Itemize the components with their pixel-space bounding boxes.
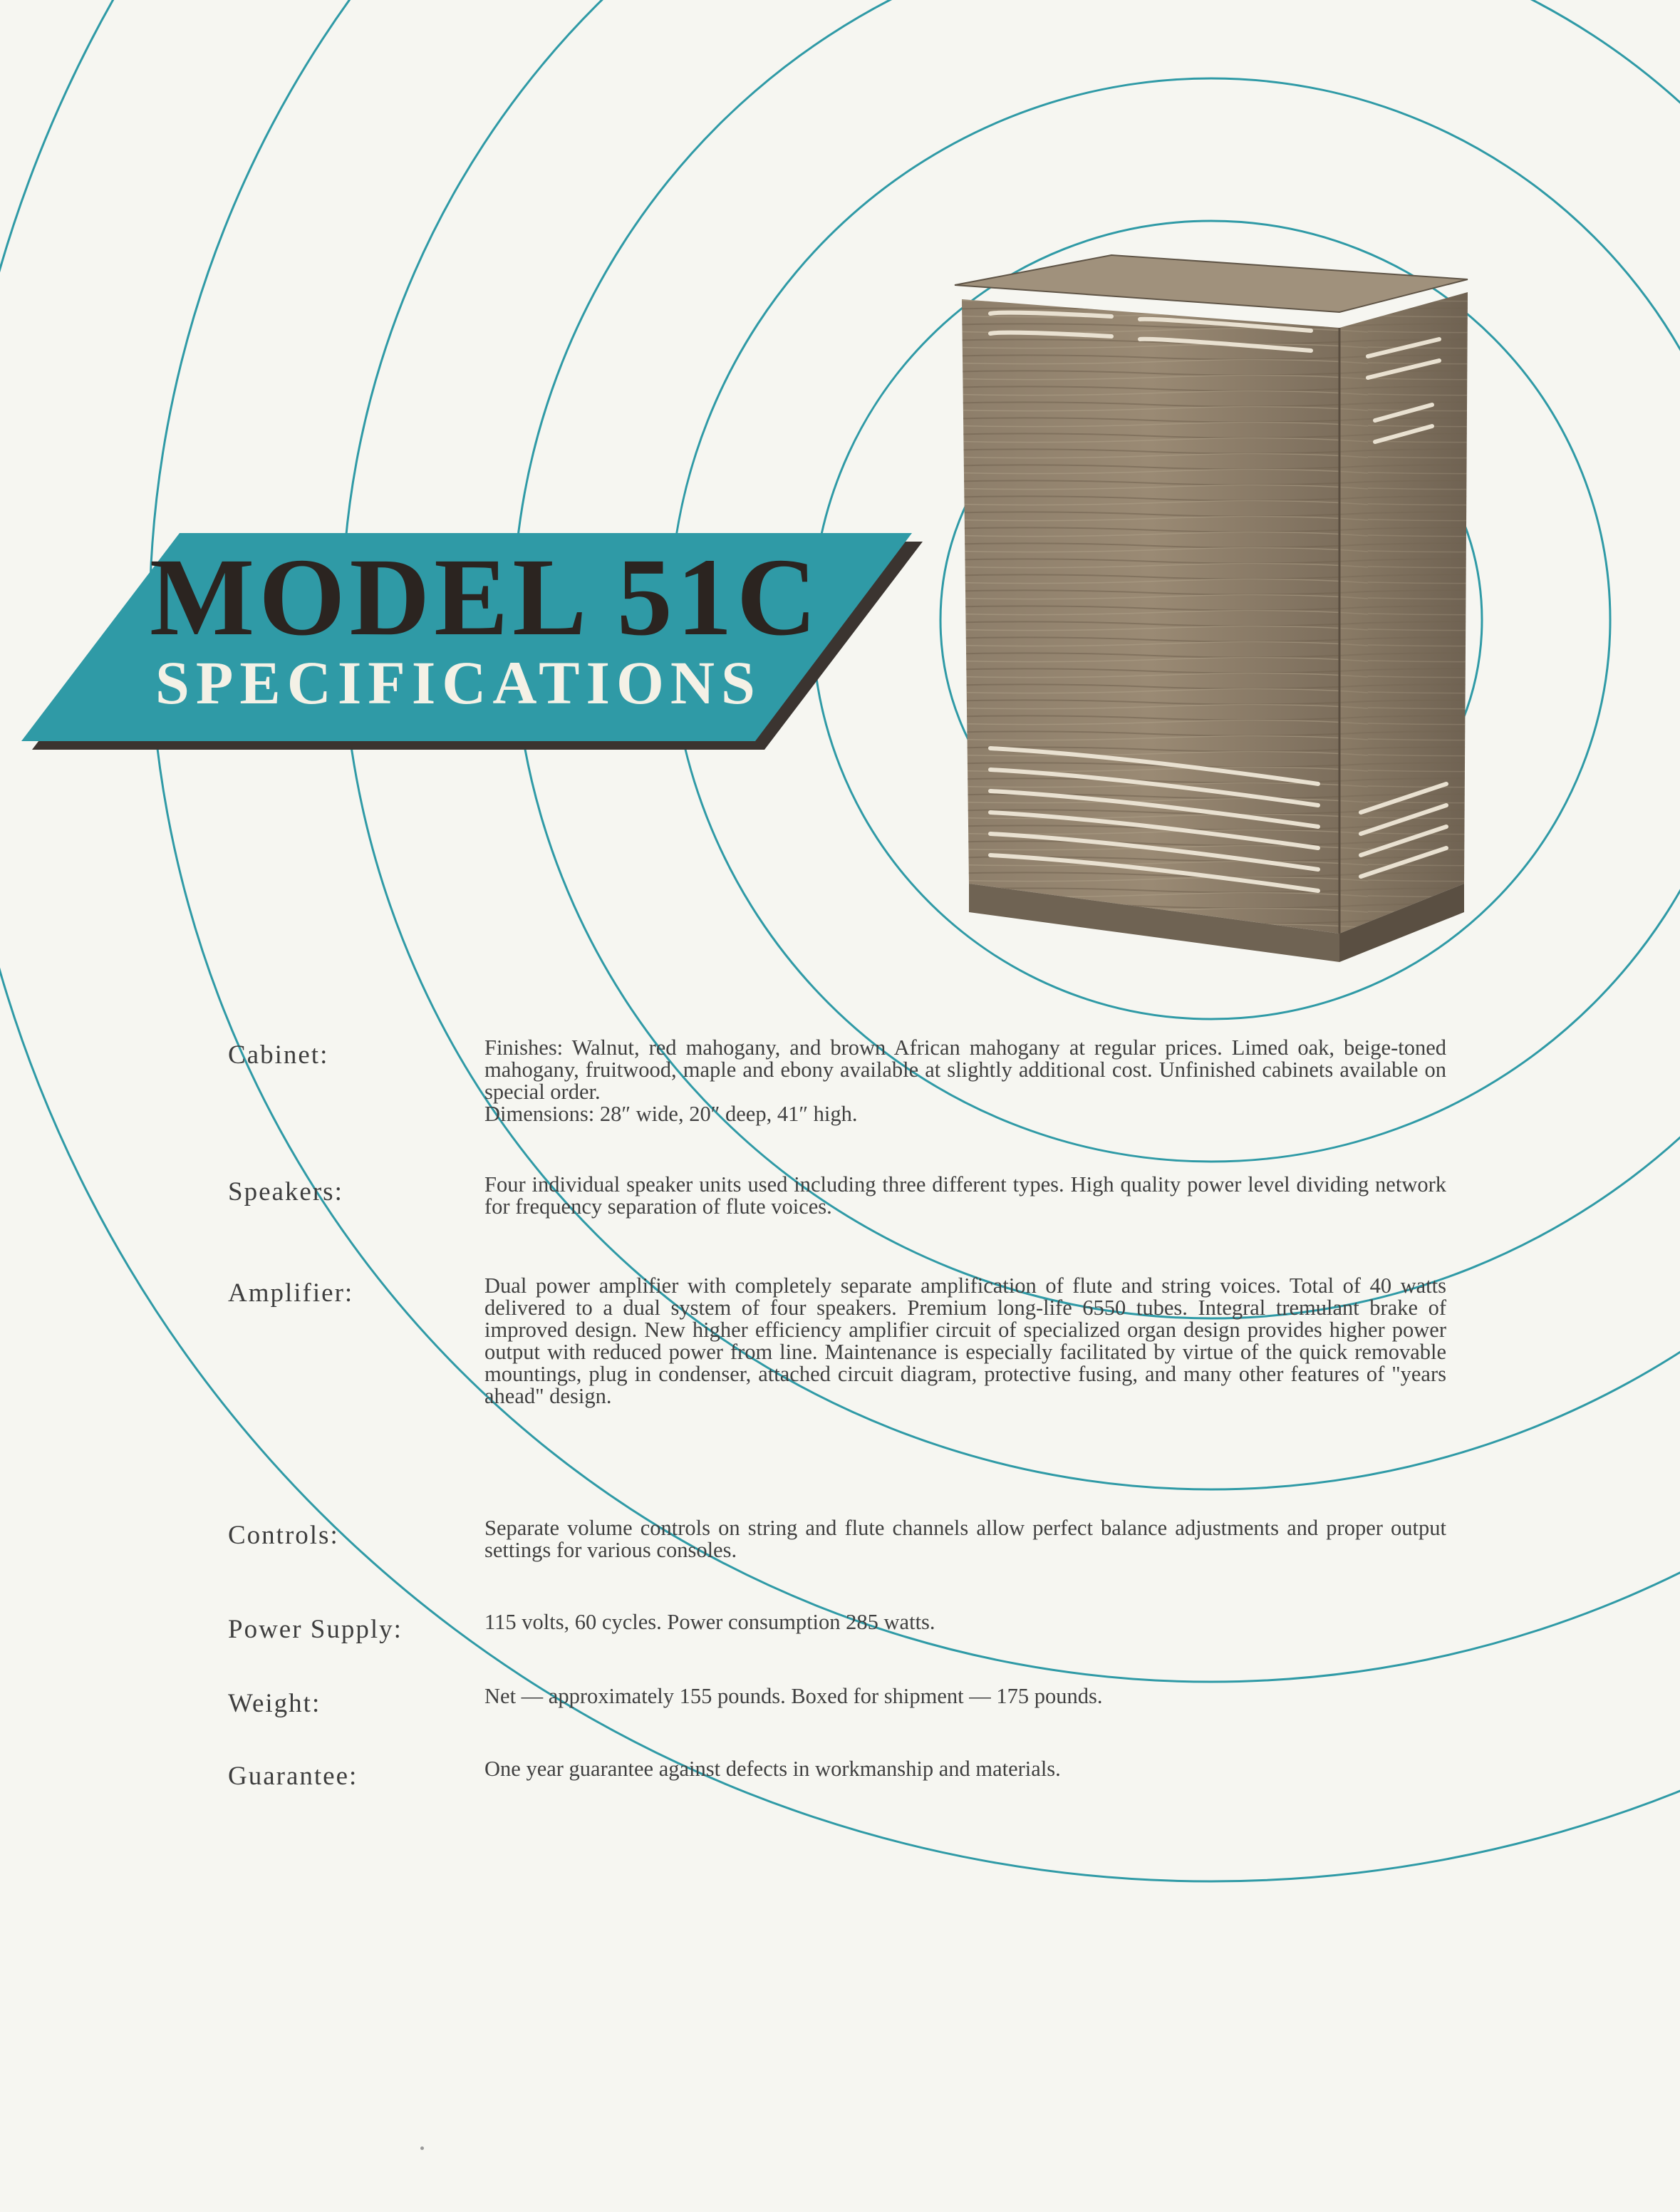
spec-line: Finishes: Walnut, red mahogany, and brown African mahogany at regular prices. Limed oak, beige-toned mahogany, fruitwood, maple and ebony available at slightly additional cost. Unfinished cabinets available on special order. [484, 1035, 1446, 1104]
spec-text-controls [484, 1517, 1446, 1561]
page-subtitle: SPECIFICATIONS [155, 648, 762, 717]
spec-line: Dimensions: 28″ wide, 20″ deep, 41″ high. [484, 1102, 858, 1126]
spec-line: 115 volts, 60 cycles. Power consumption 285 watts. [484, 1610, 935, 1634]
spec-label-cabinet: Cabinet: [228, 1040, 329, 1070]
spec-row-guarantee [228, 1758, 1468, 1815]
spec-text-speakers [484, 1174, 1446, 1218]
spec-label-speakers: Speakers: [228, 1177, 343, 1206]
spec-label-power-supply: Power Supply: [228, 1615, 403, 1644]
spec-row-cabinet [228, 1037, 1468, 1174]
spec-line: One year guarantee against defects in workmanship and materials. [484, 1757, 1061, 1781]
specifications-list [228, 1037, 1468, 1815]
paper-speck [420, 2146, 424, 2150]
spec-row-amplifier [228, 1275, 1468, 1517]
spec-label-guarantee: Guarantee: [228, 1762, 358, 1791]
spec-text-amplifier [484, 1275, 1446, 1407]
spec-label-amplifier: Amplifier: [228, 1278, 354, 1308]
spec-line: Four individual speaker units used including three different types. High quality power level dividing network for frequency separation of flute voices. [484, 1172, 1446, 1219]
spec-line: Net — approximately 155 pounds. Boxed for shipment — 175 pounds. [484, 1684, 1103, 1708]
spec-row-power-supply [228, 1611, 1468, 1685]
spec-text-guarantee [484, 1758, 1446, 1780]
spec-line: Dual power amplifier with completely separate amplification of flute and string voices. Total of 40 watts delivered to a dual system of four speakers. Premium long-life 6550 tubes. Integral tremulant brake of improved design. New higher efficiency amplifier circuit of specialized organ design provides higher power output with reduced power from line. Maintenance is especially facilitated by virtue of the quick removable mountings, plug in condenser, attached circuit diagram, protective fusing, and many other features of "years ahead" design. [484, 1273, 1446, 1408]
spec-row-controls [228, 1517, 1468, 1611]
spec-row-speakers [228, 1174, 1468, 1275]
speaker-cabinet-illustration [940, 242, 1496, 983]
spec-text-power-supply [484, 1611, 1446, 1633]
spec-text-weight [484, 1685, 1446, 1707]
spec-label-weight: Weight: [228, 1689, 321, 1718]
spec-line: Separate volume controls on string and flute channels allow perfect balance adjustments and proper output settings for various consoles. [484, 1516, 1446, 1562]
spec-label-controls: Controls: [228, 1521, 339, 1550]
spec-row-weight [228, 1685, 1468, 1758]
spec-text-cabinet [484, 1037, 1446, 1125]
page-title: MODEL 51C [150, 535, 821, 658]
